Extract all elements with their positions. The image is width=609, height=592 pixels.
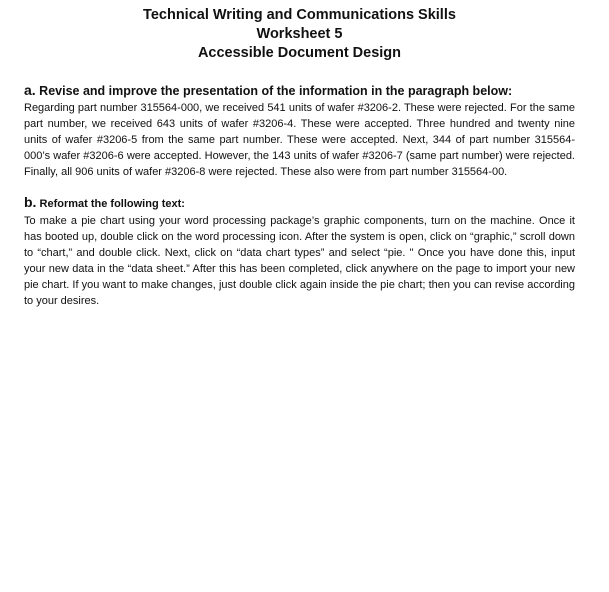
section-a-paragraph: Regarding part number 315564-000, we received 541 units of wafer #3206-2. These were rejected. For the same part number, we received 643 units of wafer #3206-4. These were accepted. Three hundred and twenty nine units of wafer #3206-5 from the same part number. These were accepted. Next, 344 of part number 315564-000’s wafer #3206-6 were accepted. However, the 143 units of wafer #3206-7 (same part number) were rejected. Finally, all 906 units of wafer #3206-8 were rejected. These also were from part number 315564-00.: [24, 102, 575, 178]
section-b-paragraph: To make a pie chart using your word processing package’s graphic components, turn on the machine. Once it has booted up, double click on the word processing icon. After the system is open, click on “graphic,” scroll down to “chart,” and double click. Next, click on “data chart types” and select “pie. " Once you have done this, input your new data in the “data sheet.” After this has been completed, click anywhere on the page to import your new pie chart. If you want to make changes, just double click again inside the pie chart; then you can revise according to your desires.: [24, 215, 575, 307]
section-b: [24, 194, 575, 309]
course-title: Technical Writing and Communications Skills: [143, 7, 456, 23]
section-a-heading: [24, 82, 575, 100]
section-a-heading-text: Revise and improve the presentation of the information in the paragraph below:: [35, 84, 513, 98]
document-title-block: [24, 6, 575, 63]
worksheet-number: Worksheet 5: [256, 26, 343, 42]
worksheet-subtitle: Accessible Document Design: [197, 45, 402, 61]
section-a: [24, 82, 575, 180]
section-a-letter: a.: [24, 82, 36, 98]
section-b-heading: [24, 194, 575, 213]
section-b-heading-text: Reformat the following text:: [36, 198, 185, 210]
document-page: [24, 6, 575, 309]
section-b-letter: b.: [24, 194, 37, 210]
